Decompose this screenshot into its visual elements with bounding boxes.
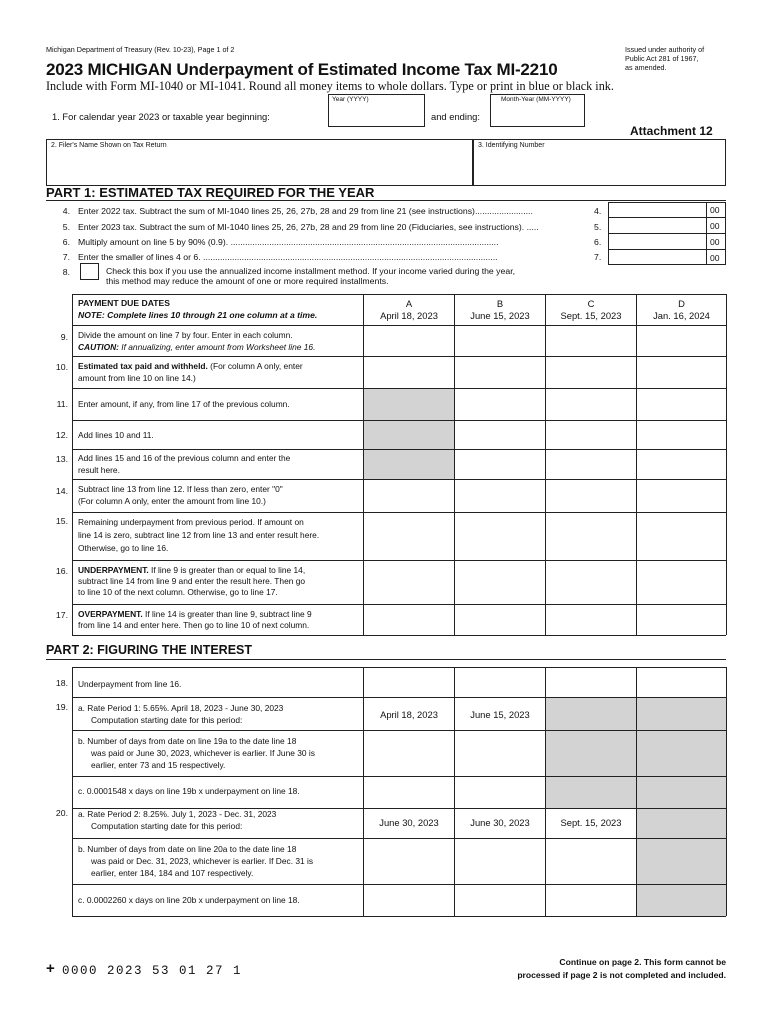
plus-mark-icon: + (46, 960, 55, 977)
line20a-column-a-date: June 30, 2023 (379, 817, 439, 828)
year-input[interactable] (330, 107, 423, 125)
identifying-number-input[interactable] (476, 154, 722, 182)
identifying-number-label: 3. Identifying Number (478, 142, 545, 149)
line8-number: 8. (62, 267, 70, 277)
year-field-box (328, 94, 425, 127)
column-a-shaded-cells (364, 388, 454, 479)
line6-amount-input[interactable] (609, 234, 705, 248)
filer-name-input[interactable] (49, 154, 469, 182)
line19a-column-a-date: April 18, 2023 (380, 709, 438, 720)
filer-name-label: 2. Filer's Name Shown on Tax Return (51, 142, 167, 149)
filer-name-box (46, 139, 473, 186)
line7-cents: 00 (710, 253, 720, 263)
part1-title: PART 1: ESTIMATED TAX REQUIRED FOR THE YEAR (46, 185, 375, 200)
part2-title: PART 2: FIGURING THE INTEREST (46, 643, 253, 657)
column-c-date: Sept. 15, 2023 (560, 310, 622, 321)
line4-cents: 00 (710, 205, 720, 215)
column-b-date: June 15, 2023 (470, 310, 530, 321)
column-d-shaded-lower (637, 808, 726, 916)
line6-cents: 00 (710, 237, 720, 247)
month-year-field-label: Month-Year (MM-YYYY) (501, 96, 571, 103)
line8-text: Check this box if you use the annualized income installment method. If your income varied during the year, this method may reduce the amount of one or more required installments. (106, 266, 516, 286)
column-a-date: April 18, 2023 (380, 310, 438, 321)
column-d-letter: D (678, 298, 685, 309)
table-note: NOTE: Complete lines 10 through 21 one column at a time. (78, 310, 318, 320)
line19a-column-b-date: June 15, 2023 (470, 709, 530, 720)
line4-amount-input[interactable] (609, 203, 705, 217)
year-field-label: Year (YYYY) (332, 96, 369, 103)
and-ending-label: and ending: (431, 111, 481, 122)
form-title: 2023 MICHIGAN Underpayment of Estimated Income Tax MI-2210 (46, 60, 558, 79)
part2-rule (46, 659, 726, 660)
line7-amount-input[interactable] (609, 250, 705, 264)
column-b-letter: B (496, 298, 504, 309)
month-year-field-box (490, 94, 585, 127)
column-d-shaded-upper (637, 697, 726, 808)
identifying-number-box (473, 139, 726, 186)
line20a-column-c-date: Sept. 15, 2023 (560, 817, 622, 828)
line20a-column-b-date: June 30, 2023 (470, 817, 530, 828)
column-a-letter: A (405, 298, 413, 309)
payment-due-dates-header: PAYMENT DUE DATES (78, 298, 170, 308)
issuing-authority: Issued under authority of Public Act 281 of 1967, as amended. (625, 45, 705, 72)
line5-amount-input[interactable] (609, 218, 705, 232)
form-barcode-number: 0000 2023 53 01 27 1 (62, 964, 243, 978)
column-c-shaded-cells (546, 697, 636, 808)
agency-revision: Michigan Department of Treasury (Rev. 10-23), Page 1 of 2 (46, 45, 235, 54)
continue-notice: Continue on page 2. This form cannot be processed if page 2 is not completed and included. (517, 957, 726, 980)
annualized-method-checkbox[interactable] (80, 263, 99, 280)
part1-rule (46, 200, 726, 201)
month-year-input[interactable] (492, 107, 583, 125)
attachment-number: Attachment 12 (630, 124, 713, 138)
line5-cents: 00 (710, 221, 720, 231)
line1-label: 1. For calendar year 2023 or taxable year beginning: (52, 111, 270, 122)
column-d-date: Jan. 16, 2024 (653, 310, 710, 321)
column-c-letter: C (587, 298, 595, 309)
form-instructions: Include with Form MI-1040 or MI-1041. Round all money items to whole dollars. Type or print in blue or black ink. (46, 79, 614, 93)
